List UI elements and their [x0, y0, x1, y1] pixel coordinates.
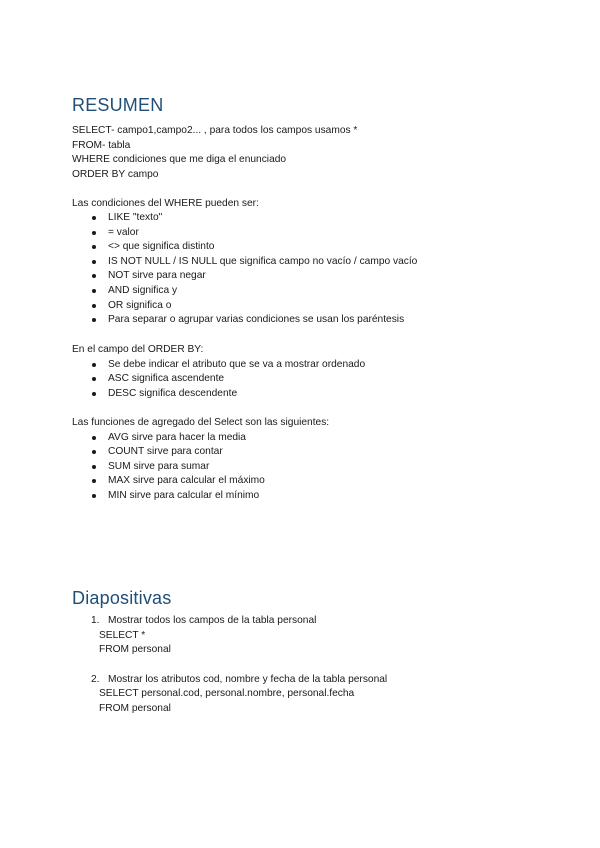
code-line: SELECT *	[99, 629, 146, 641]
list-item: IS NOT NULL / IS NULL que significa campo no vacío / campo vacío	[72, 255, 417, 270]
syntax-line-from: FROM- tabla	[72, 139, 131, 151]
list-item: = valor	[72, 226, 417, 241]
bullet-icon	[92, 494, 96, 498]
bullet-icon	[92, 304, 96, 308]
aggregate-intro: Las funciones de agregado del Select son las siguientes:	[72, 417, 330, 428]
where-conditions-list	[72, 211, 417, 328]
order-by-list	[72, 358, 365, 402]
list-item: MAX sirve para calcular el máximo	[72, 474, 265, 489]
list-item: SUM sirve para sumar	[72, 460, 265, 475]
bullet-icon	[92, 363, 96, 367]
bullet-icon	[92, 377, 96, 381]
bullet-icon	[92, 436, 96, 440]
diapositivas-list	[72, 614, 316, 658]
list-item: <> que significa distinto	[72, 240, 417, 255]
list-item: NOT sirve para negar	[72, 269, 417, 284]
list-item: AVG sirve para hacer la media	[72, 431, 265, 446]
diapositivas-list-continued	[72, 673, 387, 717]
list-item: COUNT sirve para contar	[72, 445, 265, 460]
list-item: OR significa o	[72, 299, 417, 314]
list-item: Se debe indicar el atributo que se va a mostrar ordenado	[72, 358, 365, 373]
bullet-icon	[92, 274, 96, 278]
syntax-line-select: SELECT- campo1,campo2... , para todos los campos usamos *	[72, 125, 358, 136]
list-item	[72, 673, 387, 717]
list-item: DESC significa descendente	[72, 387, 365, 402]
list-item: LIKE "texto"	[72, 211, 417, 226]
code-line: SELECT personal.cod, personal.nombre, personal.fecha	[99, 688, 355, 700]
bullet-icon	[92, 450, 96, 454]
bullet-icon	[92, 318, 96, 322]
item-text: Mostrar todos los campos de la tabla personal	[108, 615, 317, 626]
list-item	[72, 614, 316, 658]
bullet-icon	[92, 392, 96, 396]
where-intro: Las condiciones del WHERE pueden ser:	[72, 197, 259, 209]
code-line: FROM personal	[99, 702, 171, 714]
bullet-icon	[92, 245, 96, 249]
code-line: FROM personal	[99, 644, 171, 656]
list-item: AND significa y	[72, 284, 417, 299]
item-text: Mostrar los atributos cod, nombre y fecha de la tabla personal	[108, 673, 388, 685]
aggregate-functions-list	[72, 431, 265, 504]
bullet-icon	[92, 465, 96, 469]
item-number: 1.	[91, 615, 100, 626]
diapositivas-heading: Diapositivas	[72, 588, 172, 608]
item-number: 2.	[91, 673, 100, 685]
resumen-heading: RESUMEN	[72, 95, 164, 115]
list-item: ASC significa ascendente	[72, 372, 365, 387]
bullet-icon	[92, 479, 96, 483]
syntax-line-order: ORDER BY campo	[72, 168, 159, 180]
list-item: Para separar o agrupar varias condiciones se usan los paréntesis	[72, 313, 417, 328]
bullet-icon	[92, 260, 96, 264]
bullet-icon	[92, 231, 96, 235]
syntax-line-where: WHERE condiciones que me diga el enunciado	[72, 154, 287, 166]
bullet-icon	[92, 216, 96, 220]
bullet-icon	[92, 289, 96, 293]
order-intro: En el campo del ORDER BY:	[72, 344, 204, 355]
list-item: MIN sirve para calcular el mínimo	[72, 489, 265, 504]
